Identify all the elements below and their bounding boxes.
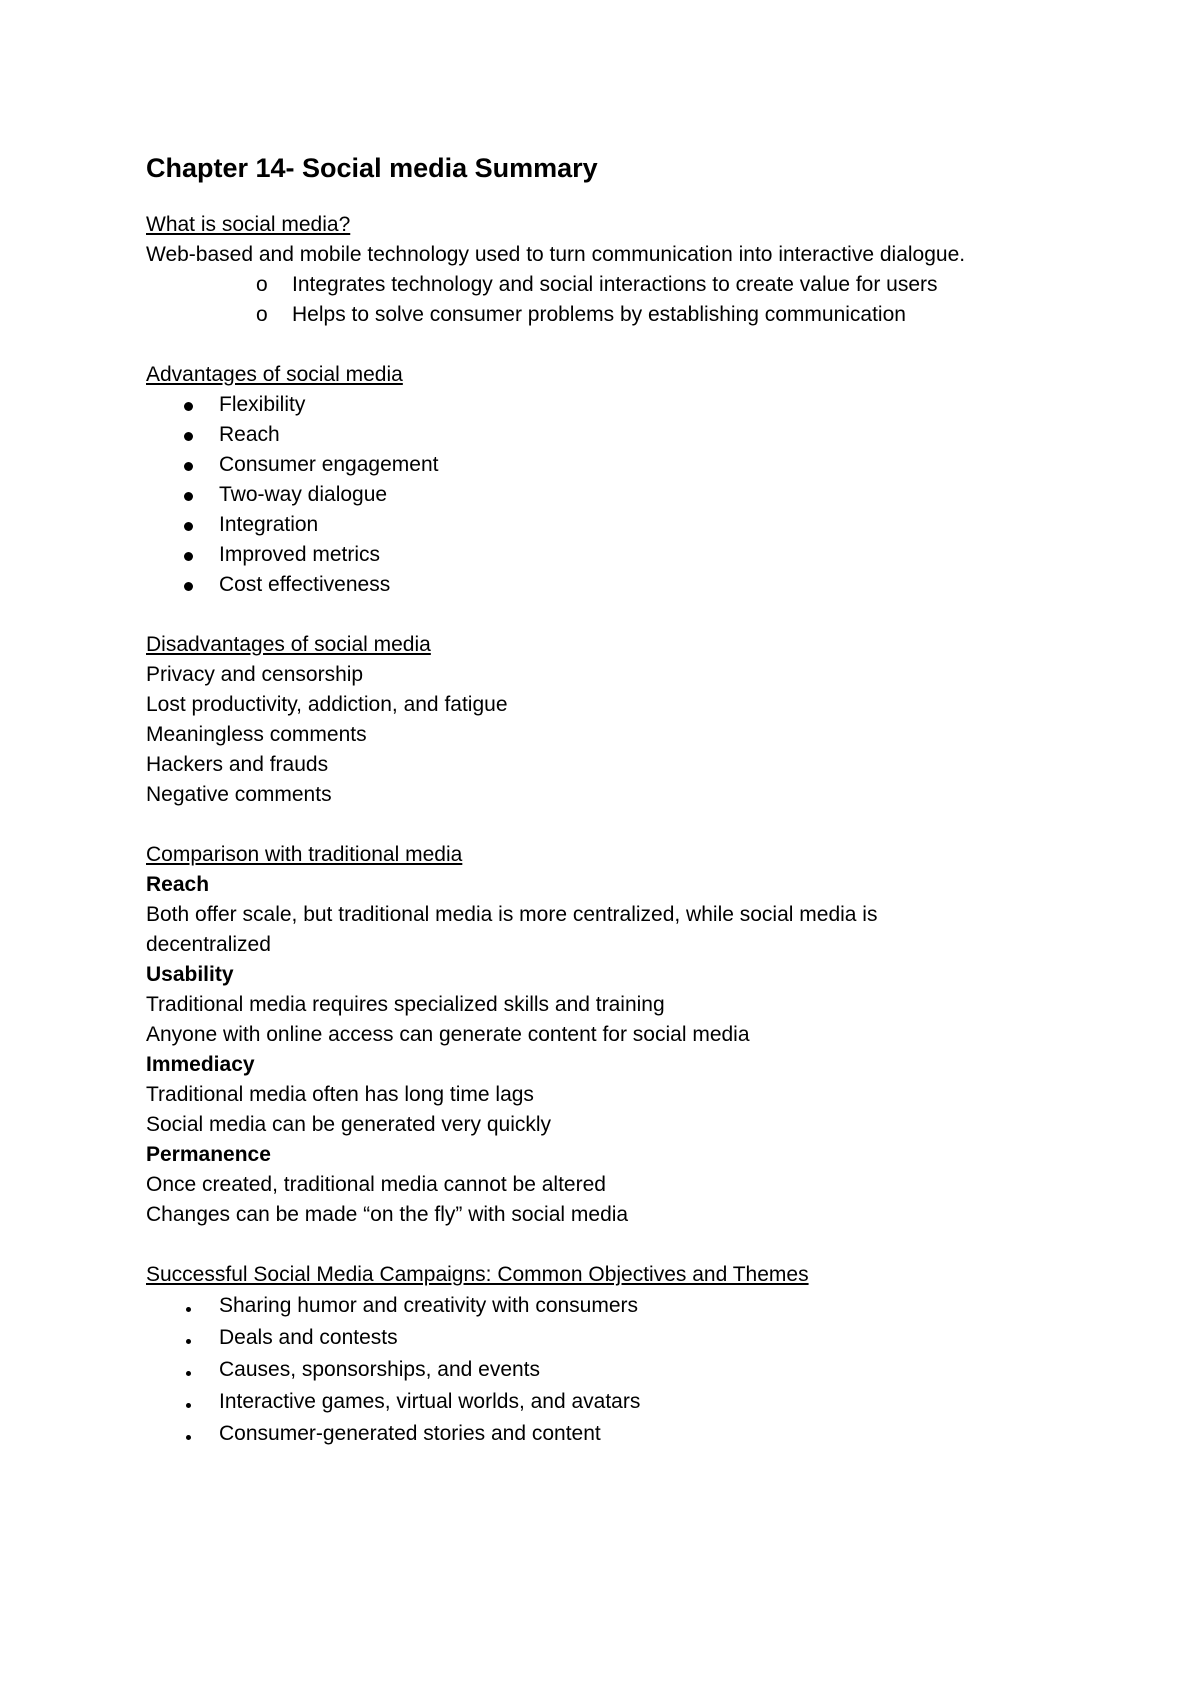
bullet-icon <box>184 420 193 450</box>
list-item <box>146 540 1076 570</box>
circle-bullet-icon: o <box>256 303 268 326</box>
list-item-text: Integrates technology and social interactions to create value for users <box>292 273 938 296</box>
list-item-text: Deals and contests <box>219 1326 398 1349</box>
list-item <box>146 450 1076 480</box>
list-item-text: Consumer-generated stories and content <box>219 1422 601 1445</box>
list-item-text: Interactive games, virtual worlds, and avatars <box>219 1390 641 1413</box>
section-advantages <box>146 360 1076 600</box>
bullet-icon <box>184 390 193 420</box>
comparison-text: Both offer scale, but traditional media is more centralized, while social media is <box>146 903 878 926</box>
subheading-immediacy: Immediacy <box>146 1053 255 1076</box>
bullet-icon <box>184 450 193 480</box>
list-item <box>146 1354 1076 1386</box>
list-item-text: Helps to solve consumer problems by establishing communication <box>292 303 906 326</box>
bullet-icon <box>184 540 193 570</box>
section-heading: Successful Social Media Campaigns: Common Objectives and Themes <box>146 1263 809 1286</box>
list-item <box>146 1418 1076 1450</box>
section-campaigns <box>146 1260 1076 1450</box>
comparison-text: Changes can be made “on the fly” with social media <box>146 1203 629 1226</box>
comparison-text: decentralized <box>146 933 271 956</box>
list-item <box>146 1322 1076 1354</box>
section-heading: What is social media? <box>146 213 351 236</box>
list-item-text: Reach <box>219 423 280 446</box>
circle-bullet-icon: o <box>256 273 268 296</box>
disadvantage-item: Lost productivity, addiction, and fatigue <box>146 693 508 716</box>
sub-point-list <box>146 270 1076 330</box>
list-item-text: Improved metrics <box>219 543 381 566</box>
list-item-text: Two-way dialogue <box>219 483 388 506</box>
subheading-permanence: Permanence <box>146 1143 271 1166</box>
subheading-usability: Usability <box>146 963 234 986</box>
bullet-icon <box>184 480 193 510</box>
list-item-text: Flexibility <box>219 393 306 416</box>
list-item <box>146 1386 1076 1418</box>
list-item-text: Consumer engagement <box>219 453 439 476</box>
disadvantage-item: Meaningless comments <box>146 723 367 746</box>
bullet-icon <box>186 1386 191 1418</box>
section-heading: Comparison with traditional media <box>146 843 463 866</box>
section-disadvantages <box>146 630 1076 810</box>
list-item-text: Causes, sponsorships, and events <box>219 1358 541 1381</box>
list-item <box>146 480 1076 510</box>
list-item <box>146 270 1076 300</box>
comparison-text: Social media can be generated very quickly <box>146 1113 552 1136</box>
comparison-text: Traditional media requires specialized skills and training <box>146 993 665 1016</box>
bullet-icon <box>186 1290 191 1322</box>
definition-text: Web-based and mobile technology used to turn communication into interactive dialogue. <box>146 243 966 266</box>
comparison-text: Anyone with online access can generate content for social media <box>146 1023 750 1046</box>
bullet-icon <box>186 1322 191 1354</box>
section-what-is-social-media <box>146 210 1076 330</box>
bullet-icon <box>186 1354 191 1386</box>
disadvantage-item: Negative comments <box>146 783 332 806</box>
list-item-text: Cost effectiveness <box>219 573 391 596</box>
bullet-icon <box>186 1418 191 1450</box>
list-item <box>146 1290 1076 1322</box>
disadvantage-item: Hackers and frauds <box>146 753 329 776</box>
disadvantage-item: Privacy and censorship <box>146 663 364 686</box>
list-item <box>146 300 1076 330</box>
campaigns-list <box>146 1290 1076 1450</box>
section-heading: Disadvantages of social media <box>146 633 431 656</box>
list-item-text: Sharing humor and creativity with consumers <box>219 1294 639 1317</box>
subheading-reach: Reach <box>146 873 210 896</box>
comparison-text: Once created, traditional media cannot be altered <box>146 1173 606 1196</box>
list-item-text: Integration <box>219 513 319 536</box>
advantages-list <box>146 390 1076 600</box>
section-comparison <box>146 840 1076 1230</box>
list-item <box>146 570 1076 600</box>
section-heading: Advantages of social media <box>146 363 403 386</box>
bullet-icon <box>184 510 193 540</box>
list-item <box>146 510 1076 540</box>
list-item <box>146 420 1076 450</box>
document-page <box>146 150 1076 1480</box>
list-item <box>146 390 1076 420</box>
bullet-icon <box>184 570 193 600</box>
comparison-text: Traditional media often has long time lags <box>146 1083 534 1106</box>
page-title: Chapter 14- Social media Summary <box>146 153 598 183</box>
